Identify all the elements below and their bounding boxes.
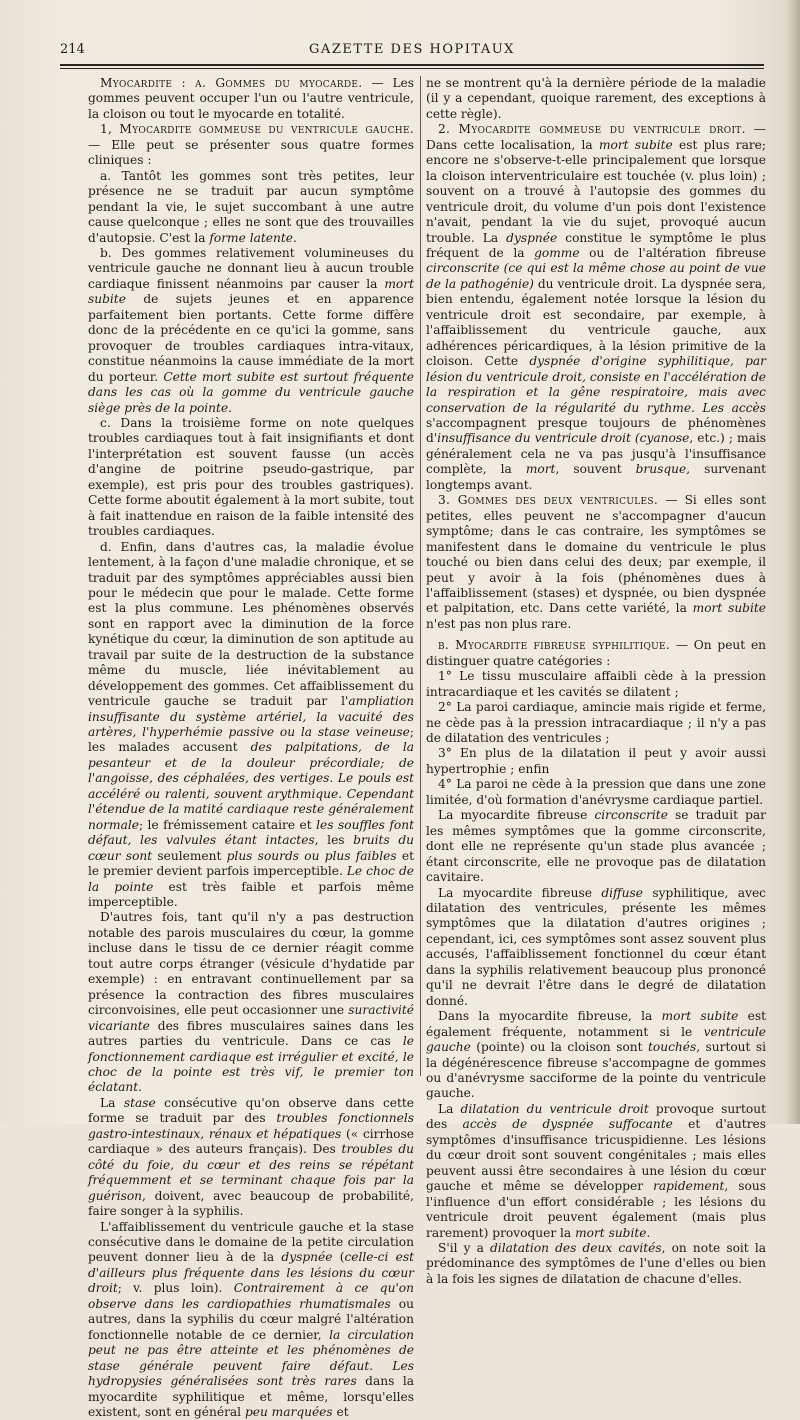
- paragraph: [426, 1102, 766, 1241]
- italic-text: le fonctionnement cardiaque est irrégulier et excité, le choc de la pointe est très vif, le premier ton éclatant.: [88, 1034, 414, 1095]
- text: La myocardite fibreuse: [438, 885, 602, 900]
- section-heading: 1, Myocardite gommeuse du ventricule gauche.: [100, 122, 414, 137]
- text: — Les gommes peuvent occuper l'un ou l'autre ventricule, la cloison ou tout le myocarde en totalité.: [88, 76, 415, 121]
- italic-text: la circulation peut ne pas être atteinte et les phénomènes de stase générale peuvent faire défaut. Les hydropysies généralisées sont très rares: [88, 1327, 414, 1389]
- italic-text: dyspnée: [281, 1250, 333, 1265]
- header-rule: [60, 64, 764, 66]
- italic-text: Le choc de la pointe: [88, 864, 414, 894]
- text: , les: [314, 833, 354, 848]
- text: , doivent, avec beaucoup de probabilité, faire songer à la syphilis.: [88, 1188, 414, 1219]
- text: , etc.) ; mais généralement cela ne va pas jusqu'à l'insuffisance complète, la: [426, 431, 766, 477]
- italic-text: plus sourds ou plus faibles: [226, 848, 397, 863]
- paragraph: [426, 493, 766, 632]
- text: syphilitique, avec dilatation des ventricules, présente les mêmes symptômes que la dilatation d'autres origines ; cependant, ici, ces symptômes sont assez souvent plus accusés, l'affaiblissement fonctionnel du cœur étant dans la syphilis relativement beaucoup plus prononcé qu'il ne devrait l'être dans le degré de dilatation donné.: [426, 885, 766, 1008]
- italic-text: peu marquées: [244, 1404, 333, 1419]
- section-heading: 3. Gommes des deux ventricules.: [438, 493, 659, 508]
- italic-text: mort subite: [88, 276, 414, 307]
- text: ou autres, dans la syphilis du cœur malgré l'altération fonctionnelle notable de ce dernier,: [88, 1296, 414, 1342]
- text: ne se montrent qu'à la dernière période de la maladie (il y a cependant, quoique rarement, des exceptions à cette règle).: [426, 76, 766, 121]
- text: et d'autres symptômes d'insuffisance tricuspidienne. Les lésions du cœur droit sont souvent congénitales ; mais elles peuvent aussi être secondaires à une lésion du cœur gauche et même se développer: [426, 1117, 766, 1194]
- text: La: [438, 1101, 461, 1116]
- italic-text: mort subite.: [575, 1225, 651, 1240]
- paragraph: [88, 1096, 414, 1220]
- text: La: [100, 1095, 124, 1110]
- text: seulement: [152, 848, 227, 863]
- section-heading: 2. Myocardite gommeuse du ventricule droit.: [438, 122, 746, 137]
- text: , souvent: [555, 462, 636, 477]
- italic-text: mort: [525, 462, 556, 477]
- text: a. Tantôt les gommes sont très petites, leur présence ne se traduit par aucun symptôme pendant la vie, le sujet succombant à une autre cause quelconque ; elles ne sont que des trouvailles d'autopsie. C'est la: [88, 168, 414, 245]
- text: (: [332, 1250, 345, 1265]
- text: , surtout si la dégénérescence fibreuse s'accompagne de gommes ou d'anévrysme sacciforme de la pointe du ventricule gauche.: [426, 1040, 767, 1101]
- paragraph: [426, 886, 766, 1010]
- paragraph: [88, 540, 414, 911]
- italic-text: mort subite: [598, 137, 673, 152]
- paragraph: [426, 700, 766, 746]
- text: se traduit par les mêmes symptômes que la gomme circonscrite, dont elle ne représente qu'un stade plus avancée ; étant circonscrite, elle ne provoque pas de dilatation cavitaire.: [426, 808, 766, 885]
- italic-text: celle-ci est d'ailleurs plus fréquente dans les lésions du cœur droit: [88, 1250, 414, 1296]
- paragraph: [88, 76, 414, 122]
- text: (pointe) ou la cloison sont: [470, 1040, 648, 1055]
- text: L'affaiblissement du ventricule gauche et la stase consécutive dans le domaine de la petite circulation peuvent donner lieu à de la: [88, 1219, 414, 1265]
- column-divider: [420, 76, 421, 1076]
- text: est plus rare; encore ne s'observe-t-elle principalement que lorsque la cloison interventriculaire est touchée (v. plus loin) ; souvent on a trouvé à l'autopsie des gommes du ventricule droit, du volume d'un pois dont l'existence n'avait, pendant la vie du sujet, provoqué aucun trouble. La: [426, 137, 766, 245]
- text: (« cirrhose cardiaque » des auteurs français). Des: [88, 1126, 414, 1157]
- paragraph: [88, 1220, 414, 1420]
- italic-text: Contrairement à ce qu'on observe dans les cardiopathies rhumatismales: [88, 1281, 414, 1311]
- text: 2° La paroi cardiaque, amincie mais rigide et ferme, ne cède pas à la pression intracardiaque ; il n'y a pas de dilatation des ventricules ;: [426, 700, 766, 746]
- italic-text: rapidement: [653, 1179, 725, 1194]
- paragraph: [426, 777, 766, 808]
- italic-text: ampliation insuffisante du système artériel, la vacuité des artères, l'hyperhémie passive ou la stase veineuse: [88, 694, 414, 740]
- paragraph: [88, 416, 414, 540]
- text: 1° Le tissu musculaire affaibli cède à la pression intracardiaque et les cavités se dilatent ;: [426, 669, 766, 699]
- right-column: [426, 76, 766, 1287]
- text: La myocardite fibreuse: [438, 808, 595, 823]
- section-heading: β. Myocardite fibreuse syphilitique.: [438, 638, 671, 653]
- running-title: GAZETTE DES HOPITAUX: [309, 42, 515, 57]
- text: du ventricule droit. La dyspnée sera, bien entendu, également notée lorsque la lésion du ventricule droit est secondaire, par exemple, à l'affaiblissement du ventricule gauche, aux adhérences péricardiques, à la lésion primitive de la cloison. Cette: [426, 276, 766, 369]
- italic-text: forme latente.: [209, 230, 297, 245]
- text: est très faible et parfois même imperceptible.: [88, 879, 414, 910]
- paragraph: [88, 246, 414, 416]
- text: ou de l'altération fibreuse: [579, 245, 766, 260]
- italic-text: suractivité vicariante: [88, 1003, 414, 1033]
- text: — On peut en distinguer quatre catégories :: [426, 638, 766, 668]
- text: constitue le symptôme le plus fréquent de la: [426, 230, 767, 260]
- page-header: [60, 42, 764, 62]
- text: Dans la myocardite fibreuse, la: [438, 1009, 662, 1024]
- italic-text: Cette mort subite est surtout fréquente dans les cas où la gomme du ventricule gauche siège près de la pointe.: [88, 369, 414, 415]
- text: — Elle peut se présenter sous quatre formes cliniques :: [88, 137, 414, 168]
- italic-text: mort subite: [692, 601, 766, 616]
- text: , survenant longtemps avant.: [426, 462, 767, 492]
- text: ; le frémissement cataire et: [138, 817, 317, 832]
- paragraph: [426, 1009, 766, 1102]
- italic-text: dilatation des deux cavités: [490, 1240, 662, 1255]
- italic-text: dyspnée: [506, 230, 558, 245]
- text: — Dans cette localisation, la: [426, 122, 766, 152]
- italic-text: gomme: [534, 245, 580, 260]
- text: c. Dans la troisième forme on note quelques troubles cardiaques tout à fait insignifiants et dont l'interprétation est souvent fausse (un accès d'angine de poitrine pseudo-gastrique, par exemple), est pris pour des troubles gastriques). Cette forme aboutit également à la mort subite, tout à fait inattendue en raison de la faible intensité des troubles cardiaques.: [88, 415, 414, 539]
- header-rule-thin: [60, 68, 764, 69]
- paragraph: [426, 746, 766, 777]
- text: n'est pas non plus rare.: [426, 616, 572, 631]
- text: ; les malades accusent: [88, 725, 414, 755]
- text: , sous l'influence d'un effort considérable ; les lésions du ventricule droit peuvent également (mais plus rarement) provoquer la: [426, 1179, 766, 1240]
- italic-text: touchés: [647, 1040, 697, 1055]
- italic-text: ventricule gauche: [426, 1024, 766, 1055]
- italic-text: dilatation du ventricule droit: [460, 1101, 649, 1116]
- text: 4° La paroi ne cède à la pression que dans une zone limitée, d'où formation d'anévrysme cardiaque partiel.: [426, 777, 766, 807]
- paragraph: [426, 669, 766, 700]
- italic-text: circonscrite (ce qui est la même chose au point de vue de la pathogénie): [426, 261, 766, 291]
- italic-text: accès de dyspnée suffocante: [462, 1117, 673, 1132]
- italic-text: stase: [123, 1095, 156, 1110]
- text: dans la myocardite syphilitique et même, lorsqu'elles existent, sont en général: [88, 1374, 414, 1419]
- italic-text: brusque: [635, 462, 687, 477]
- text: d. Enfin, dans d'autres cas, la maladie évolue lentement, à la façon d'une maladie chronique, et se traduit par des symptômes appréciables aussi bien pour le médecin que pour le malade. Cette forme est la plus commune. Les phénomènes observés sont en rapport avec la diminution de la force kynétique du cœur, la diminution de son aptitude au travail par suite de la destruction de la substance même du muscle, liée inévitablement au développement des gommes. Cet affaiblissement du ventricule gauche se traduit par l': [88, 539, 414, 709]
- text: S'il y a: [438, 1240, 490, 1255]
- paragraph: [88, 910, 414, 1095]
- italic-text: diffuse: [601, 885, 643, 900]
- page-number: 214: [60, 42, 85, 57]
- text: D'autres fois, tant qu'il n'y a pas destruction notable des parois musculaires du cœur, la gomme incluse dans le tissu de ce dernier réagit comme tout autre corps étranger (vésicule d'hydatide par exemple) : en entravant continuellement par sa présence la contraction des fibres musculaires circonvoisines, elle peut occasionner une: [88, 910, 414, 1018]
- text: provoque surtout des: [426, 1101, 766, 1132]
- text: est également fréquente, notamment si le: [426, 1009, 766, 1039]
- italic-text: les souffles font défaut, les valvules étant intactes: [88, 817, 414, 848]
- paragraph: [426, 76, 766, 122]
- italic-text: mort subite: [661, 1009, 739, 1024]
- paragraph: [426, 122, 766, 493]
- left-column: [88, 76, 414, 1420]
- text: s'accompagnent presque toujours de phénomènes d': [426, 415, 766, 446]
- text: 3° En plus de la dilatation il peut y avoir aussi hypertrophie ; enfin: [426, 746, 766, 776]
- text: de sujets jeunes et en apparence parfaitement bien portants. Cette forme diffère donc de la précédente en ce qu'ici la gomme, sans provoquer de troubles cardiaques intra-vitaux, constitue néanmoins la cause immédiate de la mort du porteur.: [88, 292, 414, 384]
- text: , on note soit la prédominance des symptômes de l'une d'elles ou bien à la fois les signes de dilatation de chacune d'elles.: [426, 1240, 766, 1286]
- text: ; v. plus loin).: [117, 1281, 234, 1296]
- italic-text: dyspnée d'origine syphilitique, par lésion du ventricule droit, consiste en l'accélération de la respiration et la gêne respiratoire, mais avec conservation de la régularité du rythme. Les accès: [426, 354, 766, 415]
- text: consécutive qu'on observe dans cette forme se traduit par des: [88, 1095, 415, 1126]
- text: et: [332, 1404, 349, 1419]
- section-heading: Myocardite : α. Gommes du myocarde.: [100, 76, 363, 90]
- spine-shadow: [786, 0, 800, 1124]
- italic-text: insuffisance du ventricule droit (cyanose: [437, 431, 690, 446]
- italic-text: des palpitations, de la pesanteur et de la douleur précordiale; de l'angoisse, des céphalées, des vertiges. Le pouls est accéléré ou ralenti, souvent arythmique. Cependant l'étendue de la matité cardiaque reste généralement normale: [88, 740, 414, 832]
- paragraph: [88, 169, 414, 246]
- paragraph: [426, 1241, 766, 1287]
- text: des fibres musculaires saines dans les autres parties du ventricule. Dans ce cas: [88, 1018, 414, 1049]
- paragraph: [426, 638, 766, 669]
- paragraph: [426, 808, 766, 885]
- italic-text: bruits du cœur sont: [88, 833, 414, 863]
- italic-text: troubles du côté du foie, du cœur et des reins se répétant fréquemment et se terminant chaque fois par la guérison: [88, 1142, 414, 1203]
- paragraph: [88, 122, 414, 168]
- text: et le premier devient parfois imperceptible.: [88, 848, 414, 879]
- text: b. Des gommes relativement volumineuses du ventricule gauche ne donnant lieu à aucun trouble cardiaque finissent néanmoins par causer la: [88, 245, 414, 291]
- italic-text: circonscrite: [594, 808, 668, 823]
- text: — Si elles sont petites, elles peuvent ne s'accompagner d'aucun symptôme; dans le cas contraire, les symptômes se manifestent dans le domaine du ventricule le plus touché ou bien dans celui des deux; par exemple, il peut y avoir à la fois (phénomènes dues à l'affaiblissement (stases) et dyspnée, ou bien dyspnée et palpitation, etc. Dans cette variété, la: [426, 493, 766, 616]
- italic-text: troubles fonctionnels gastro-intestinaux, rénaux et hépatiques: [88, 1111, 414, 1141]
